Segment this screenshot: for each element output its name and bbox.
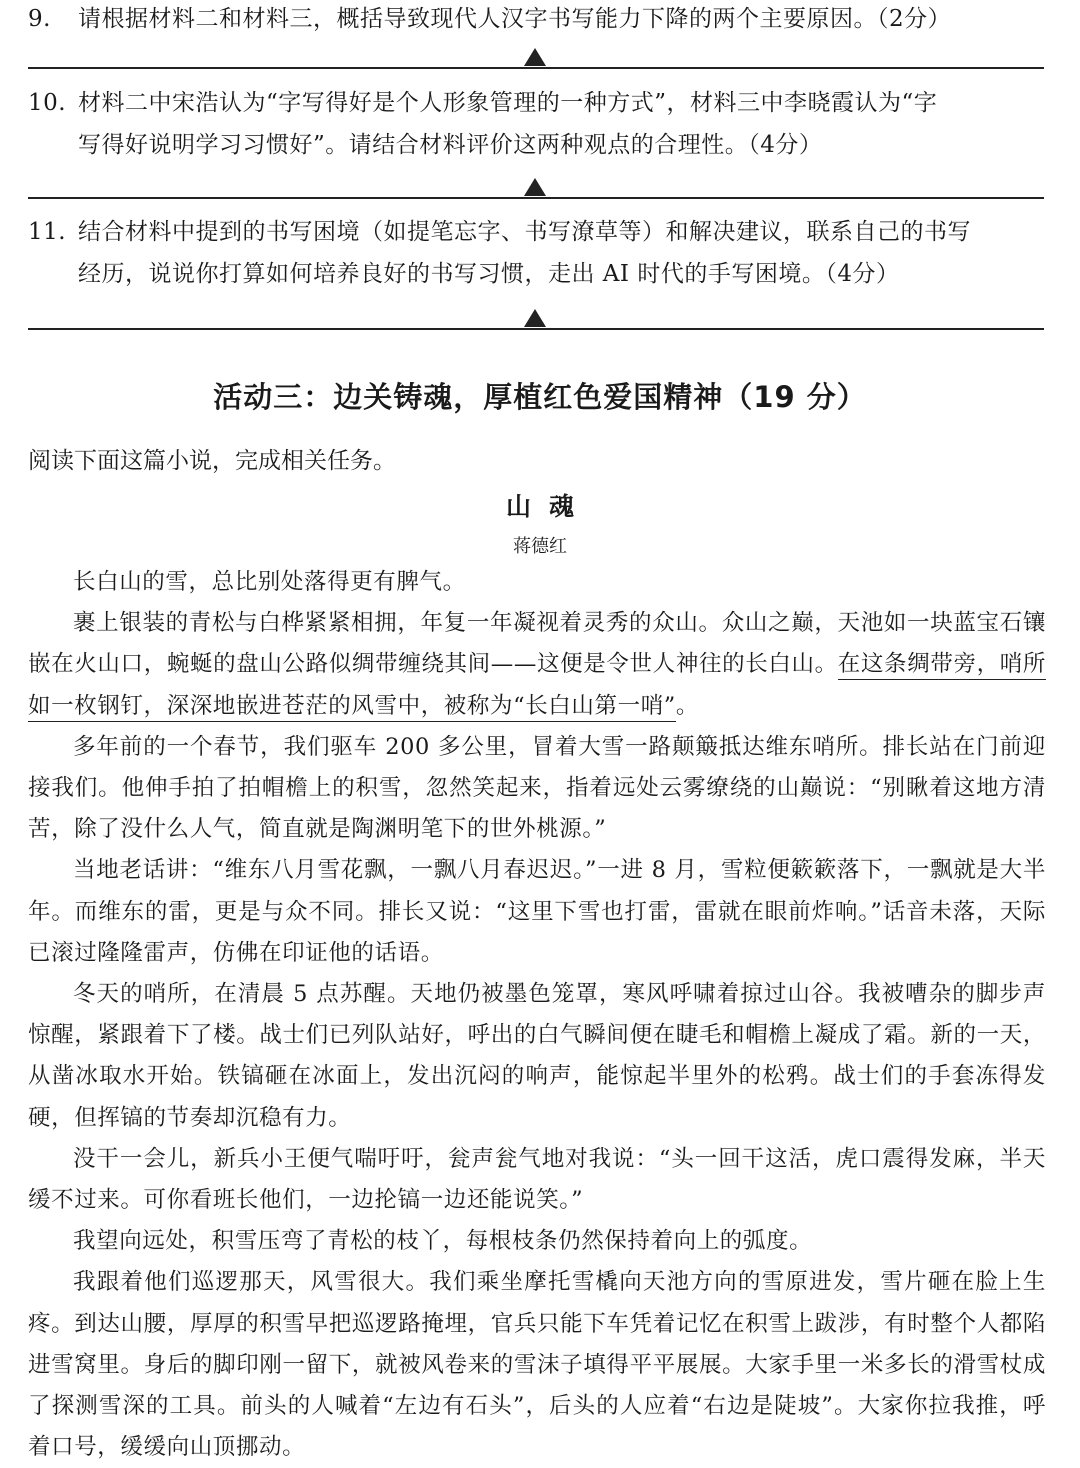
answer-line-9[interactable] <box>28 67 1044 69</box>
story-paragraph: 多年前的一个春节，我们驱车 200 多公里，冒着大雪一路颠簸抵达维东哨所。排长站在门前迎接我们。他伸手拍了拍帽檐上的积雪，忽然笑起来，指着远处云雾缭绕的山巅说：“别瞅着这地方清苦，除了没什么人气，简直就是陶渊明笔下的世外桃源。” <box>28 733 1046 843</box>
underlined-sentence: 在这条绸带旁，哨所如一枚钢钉，深深地嵌进苍茫的风雪中，被称为“长白山第一哨” <box>28 651 1046 721</box>
question-11 <box>28 211 1052 295</box>
question-number: 11. <box>28 219 67 245</box>
section-title: 活动三：边关铸魂，厚植红色爱国精神（19 分） <box>213 380 867 414</box>
answer-triangle-marker <box>524 309 546 327</box>
question-text-line2: 经历，说说你打算如何培养良好的书写习惯，走出 AI 时代的手写困境。（4分） <box>78 261 900 287</box>
answer-line-11[interactable] <box>28 328 1044 330</box>
story-paragraph: 长白山的雪，总比别处落得更有脾气。 <box>73 569 466 595</box>
story-body <box>28 562 1046 1468</box>
answer-triangle-marker <box>524 178 546 196</box>
question-number: 10. <box>28 90 67 116</box>
answer-line-10[interactable] <box>28 197 1044 199</box>
question-text: 请根据材料二和材料三，概括导致现代人汉字书写能力下降的两个主要原因。（2分） <box>78 6 952 32</box>
story-paragraph: 冬天的哨所，在清晨 5 点苏醒。天地仍被墨色笼罩，寒风呼啸着掠过山谷。我被嘈杂的脚步声惊醒，紧跟着下了楼。战士们已列队站好，呼出的白气瞬间便在睫毛和帽檐上凝成了霜。新的一天，从凿冰取水开始。铁镐砸在冰面上，发出沉闷的响声，能惊起半里外的松鸦。战士们的手套冻得发硬，但挥镐的节奏却沉稳有力。 <box>28 981 1046 1131</box>
paragraph-punct: 。 <box>675 692 700 719</box>
story-title: 山魂 <box>505 492 592 521</box>
question-text-line2: 写得好说明学习习惯好”。请结合材料评价这两种观点的合理性。（4分） <box>78 132 823 158</box>
paragraph-text: 裹上银装的青松与白桦紧紧相拥，年复一年凝视着灵秀的众山。众山之巅，天池如一块蓝宝石镶嵌在火山口，蜿蜒的盘山公路似绸带缠绕其间——这便是令世人神往的长白山。 <box>28 610 1046 678</box>
story-paragraph: 当地老话讲：“维东八月雪花飘，一飘八月春迟迟。”一进 8 月，雪粒便簌簌落下，一飘就是大半年。而维东的雷，更是与众不同。排长又说：“这里下雪也打雷，雷就在眼前炸响。”话音未落，天际已滚过隆隆雷声，仿佛在印证他的话语。 <box>28 857 1046 966</box>
question-text-line1: 结合材料中提到的书写困境（如提笔忘字、书写潦草等）和解决建议，联系自己的书写 <box>78 219 971 245</box>
answer-triangle-marker <box>524 48 546 66</box>
story-paragraph <box>28 603 1046 727</box>
reading-instruction: 阅读下面这篇小说，完成相关任务。 <box>28 448 396 474</box>
question-10 <box>28 82 1052 166</box>
question-number: 9. <box>28 6 51 32</box>
story-paragraph: 我跟着他们巡逻那天，风雪很大。我们乘坐摩托雪橇向天池方向的雪原进发，雪片砸在脸上生疼。到达山腰，厚厚的积雪早把巡逻路掩埋，官兵只能下车凭着记忆在积雪上跋涉，有时整个人都陷进雪窝里。身后的脚印刚一留下，就被风卷来的雪沫子填得平平展展。大家手里一米多长的滑雪杖成了探测雪深的工具。前头的人喊着“左边有石头”，后头的人应着“右边是陡坡”。大家你拉我推，呼着口号，缓缓向山顶挪动。 <box>28 1269 1046 1461</box>
story-paragraph: 我望向远处，积雪压弯了青松的枝丫，每根枝条仍然保持着向上的弧度。 <box>73 1228 813 1255</box>
question-text-line1: 材料二中宋浩认为“字写得好是个人形象管理的一种方式”，材料三中李晓霞认为“字 <box>78 90 938 116</box>
question-9 <box>28 0 1052 40</box>
story-author: 蒋德红 <box>513 536 567 557</box>
story-paragraph: 没干一会儿，新兵小王便气喘吁吁，瓮声瓮气地对我说：“头一回干这活，虎口震得发麻，半天缓不过来。可你看班长他们，一边抡镐一边还能说笑。” <box>28 1145 1046 1214</box>
